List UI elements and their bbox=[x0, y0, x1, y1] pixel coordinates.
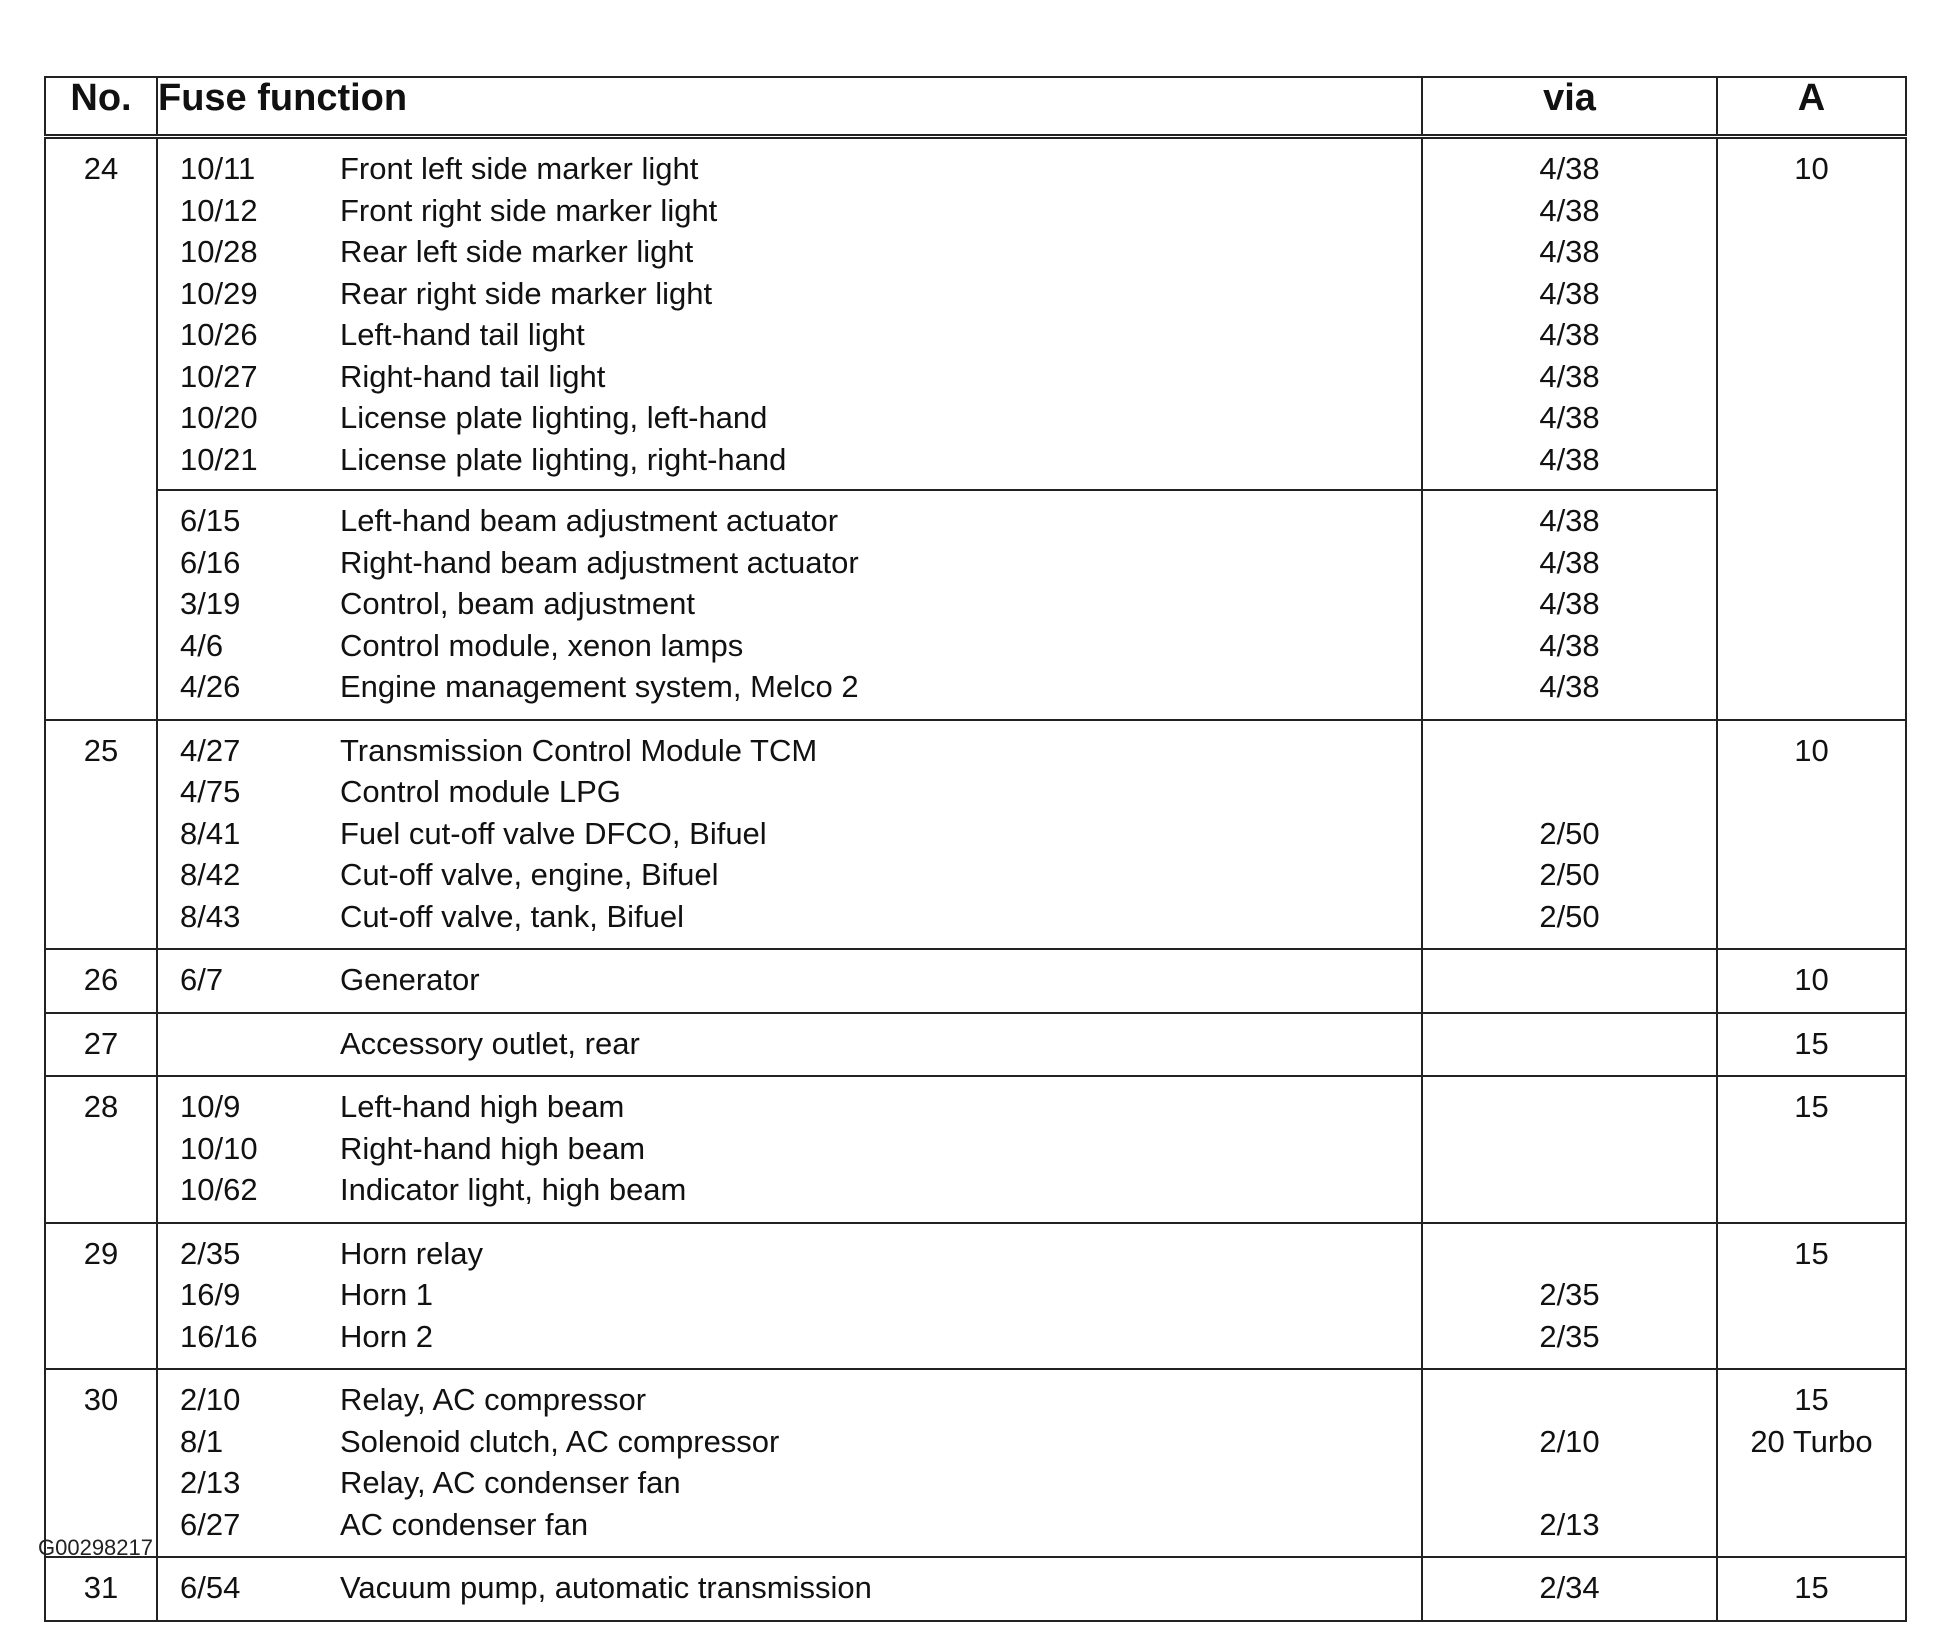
function-item bbox=[180, 1421, 1421, 1463]
fuse-function-cell bbox=[157, 1557, 1422, 1621]
component-code: 4/27 bbox=[180, 732, 241, 768]
fuse-number: 28 bbox=[45, 1076, 157, 1223]
amperage-value: 10 bbox=[1794, 962, 1829, 997]
function-label: Control module, xenon lamps bbox=[340, 627, 744, 663]
via-value: 4/38 bbox=[1539, 400, 1600, 435]
function-label: Rear right side marker light bbox=[340, 275, 713, 311]
component-code: 10/11 bbox=[180, 151, 256, 186]
component-code bbox=[180, 1023, 340, 1065]
via-value bbox=[1423, 1023, 1716, 1065]
via-value: 4/38 bbox=[1539, 192, 1600, 228]
component-code: 3/19 bbox=[180, 586, 241, 621]
component-code: 2/10 bbox=[180, 1382, 241, 1417]
function-item bbox=[180, 397, 1421, 439]
function-item bbox=[180, 273, 1421, 315]
via-value: 4/38 bbox=[1539, 358, 1600, 394]
fuse-function-cell bbox=[157, 1223, 1422, 1370]
fuse-number: 25 bbox=[45, 720, 157, 950]
section-divider bbox=[1423, 489, 1716, 491]
figure-id: G00298217 bbox=[38, 1535, 153, 1560]
component-code: 6/16 bbox=[180, 544, 241, 580]
via-value: 4/38 bbox=[1539, 544, 1600, 580]
function-item bbox=[180, 542, 1421, 584]
function-label: Horn 2 bbox=[340, 1318, 434, 1354]
via-value: 4/38 bbox=[1539, 441, 1600, 477]
function-label: Cut-off valve, tank, Bifuel bbox=[340, 898, 685, 934]
function-item bbox=[180, 959, 1421, 1001]
component-code: 4/26 bbox=[180, 669, 241, 704]
function-label: Right-hand beam adjustment actuator bbox=[340, 544, 859, 580]
function-item bbox=[180, 1128, 1421, 1170]
amperage-cell bbox=[1717, 1013, 1906, 1077]
section-divider bbox=[158, 489, 1421, 491]
function-label: Relay, AC condenser fan bbox=[340, 1465, 681, 1500]
via-value: 2/35 bbox=[1539, 1318, 1600, 1354]
via-value: 4/38 bbox=[1539, 234, 1600, 269]
function-label: Rear left side marker light bbox=[340, 234, 694, 269]
via-value bbox=[1423, 1379, 1716, 1421]
amperage-cell bbox=[1717, 137, 1906, 720]
via-value: 2/34 bbox=[1539, 1570, 1600, 1605]
function-label: License plate lighting, left-hand bbox=[340, 400, 768, 435]
amperage-value: 15 bbox=[1794, 1235, 1829, 1271]
fuse-number: 27 bbox=[45, 1013, 157, 1077]
via-cell bbox=[1422, 1369, 1717, 1557]
via-cell bbox=[1422, 1076, 1717, 1223]
via-value: 2/35 bbox=[1539, 1277, 1600, 1312]
function-item bbox=[180, 625, 1421, 667]
amperage-value: 15 bbox=[1794, 1382, 1829, 1417]
function-label: Front left side marker light bbox=[340, 151, 699, 186]
function-item bbox=[180, 1169, 1421, 1211]
via-value: 4/38 bbox=[1539, 151, 1600, 186]
component-code: 8/41 bbox=[180, 815, 241, 851]
amperage-cell bbox=[1717, 1557, 1906, 1621]
function-item bbox=[180, 439, 1421, 481]
function-item bbox=[180, 813, 1421, 855]
fuse-number: 24 bbox=[45, 137, 157, 720]
component-code: 4/75 bbox=[180, 774, 241, 809]
fuse-group-row bbox=[45, 720, 1906, 950]
amperage-value: 15 bbox=[1794, 1025, 1829, 1061]
function-item bbox=[180, 1504, 1421, 1546]
component-code: 8/43 bbox=[180, 898, 241, 934]
component-code: 16/9 bbox=[180, 1277, 241, 1312]
via-value: 4/38 bbox=[1539, 627, 1600, 663]
via-value bbox=[1423, 730, 1716, 772]
function-item bbox=[180, 1462, 1421, 1504]
fuse-table bbox=[44, 76, 1907, 1622]
via-value bbox=[1423, 1462, 1716, 1504]
fuse-number: 30 bbox=[45, 1369, 157, 1557]
function-label: Cut-off valve, engine, Bifuel bbox=[340, 857, 719, 892]
function-label: Right-hand high beam bbox=[340, 1130, 646, 1166]
function-label: Vacuum pump, automatic transmission bbox=[340, 1570, 872, 1605]
component-code: 10/27 bbox=[180, 358, 258, 394]
amperage-cell bbox=[1717, 1076, 1906, 1223]
function-label: Indicator light, high beam bbox=[340, 1172, 687, 1207]
amperage-value: 20 Turbo bbox=[1750, 1423, 1873, 1459]
fuse-function-cell bbox=[157, 1076, 1422, 1223]
function-item bbox=[180, 666, 1421, 708]
function-label: Relay, AC compressor bbox=[340, 1382, 647, 1417]
function-label: Horn relay bbox=[340, 1235, 483, 1271]
header-row bbox=[45, 77, 1906, 137]
via-value: 2/50 bbox=[1539, 815, 1600, 851]
function-label: Transmission Control Module TCM bbox=[340, 732, 818, 768]
function-label: Generator bbox=[340, 962, 480, 997]
function-item bbox=[180, 1316, 1421, 1358]
function-item bbox=[180, 771, 1421, 813]
component-code: 10/9 bbox=[180, 1089, 241, 1124]
fuse-function-cell bbox=[157, 137, 1422, 720]
header-amperage: A bbox=[1717, 77, 1906, 137]
via-value bbox=[1423, 959, 1716, 1001]
function-label: Left-hand beam adjustment actuator bbox=[340, 503, 839, 538]
component-code: 10/28 bbox=[180, 234, 258, 269]
function-item bbox=[180, 190, 1421, 232]
function-label: Front right side marker light bbox=[340, 192, 718, 228]
fuse-group-row bbox=[45, 1369, 1906, 1557]
component-code: 10/12 bbox=[180, 192, 258, 228]
via-value bbox=[1423, 771, 1716, 813]
fuse-group-row bbox=[45, 949, 1906, 1013]
function-item bbox=[180, 500, 1421, 542]
component-code: 6/27 bbox=[180, 1506, 241, 1542]
fuse-number: 31 bbox=[45, 1557, 157, 1621]
via-value: 4/38 bbox=[1539, 503, 1600, 538]
function-item bbox=[180, 1233, 1421, 1275]
function-label: AC condenser fan bbox=[340, 1506, 589, 1542]
via-cell bbox=[1422, 1557, 1717, 1621]
via-cell bbox=[1422, 1223, 1717, 1370]
amperage-cell bbox=[1717, 720, 1906, 950]
function-item bbox=[180, 1023, 1421, 1065]
component-code: 10/26 bbox=[180, 317, 258, 352]
via-value: 4/38 bbox=[1539, 669, 1600, 704]
function-item bbox=[180, 1274, 1421, 1316]
amperage-value: 10 bbox=[1794, 732, 1829, 768]
via-value bbox=[1423, 1086, 1716, 1128]
via-value: 2/13 bbox=[1539, 1506, 1600, 1542]
component-code: 6/15 bbox=[180, 503, 241, 538]
amperage-value: 15 bbox=[1794, 1089, 1829, 1124]
function-label: Right-hand tail light bbox=[340, 358, 606, 394]
function-item bbox=[180, 231, 1421, 273]
component-code: 10/62 bbox=[180, 1172, 258, 1207]
component-code: 10/29 bbox=[180, 275, 258, 311]
function-item bbox=[180, 583, 1421, 625]
function-item bbox=[180, 356, 1421, 398]
fuse-number: 29 bbox=[45, 1223, 157, 1370]
via-value: 2/10 bbox=[1539, 1423, 1600, 1459]
via-value bbox=[1423, 1128, 1716, 1170]
amperage-cell bbox=[1717, 1369, 1906, 1557]
component-code: 8/1 bbox=[180, 1423, 224, 1459]
function-item bbox=[180, 896, 1421, 938]
fuse-group-row bbox=[45, 1013, 1906, 1077]
component-code: 10/10 bbox=[180, 1130, 258, 1166]
function-label: Control, beam adjustment bbox=[340, 586, 695, 621]
fuse-function-cell bbox=[157, 1369, 1422, 1557]
amperage-cell bbox=[1717, 1223, 1906, 1370]
fuse-group-row bbox=[45, 1076, 1906, 1223]
component-code: 10/21 bbox=[180, 441, 258, 477]
function-label: Horn 1 bbox=[340, 1277, 434, 1312]
fuse-group-row bbox=[45, 1223, 1906, 1370]
via-value: 4/38 bbox=[1539, 317, 1600, 352]
function-item bbox=[180, 314, 1421, 356]
via-cell bbox=[1422, 720, 1717, 950]
fuse-function-cell bbox=[157, 949, 1422, 1013]
fuse-group-row bbox=[45, 1557, 1906, 1621]
function-label: Fuel cut-off valve DFCO, Bifuel bbox=[340, 815, 767, 851]
function-label: Accessory outlet, rear bbox=[340, 1025, 640, 1061]
function-item bbox=[180, 730, 1421, 772]
via-cell bbox=[1422, 1013, 1717, 1077]
function-label: Engine management system, Melco 2 bbox=[340, 669, 859, 704]
component-code: 2/35 bbox=[180, 1235, 241, 1271]
component-code: 16/16 bbox=[180, 1318, 258, 1354]
fuse-number: 26 bbox=[45, 949, 157, 1013]
via-value bbox=[1423, 1233, 1716, 1275]
function-item bbox=[180, 148, 1421, 190]
component-code: 4/6 bbox=[180, 627, 224, 663]
fuse-function-cell bbox=[157, 1013, 1422, 1077]
amperage-cell bbox=[1717, 949, 1906, 1013]
via-value bbox=[1423, 1169, 1716, 1211]
component-code: 8/42 bbox=[180, 857, 241, 892]
amperage-value: 10 bbox=[1794, 151, 1829, 186]
via-cell bbox=[1422, 137, 1717, 720]
via-cell bbox=[1422, 949, 1717, 1013]
via-value: 2/50 bbox=[1539, 898, 1600, 934]
function-label: Solenoid clutch, AC compressor bbox=[340, 1423, 780, 1459]
function-label: Control module LPG bbox=[340, 774, 621, 809]
component-code: 10/20 bbox=[180, 400, 258, 435]
function-label: Left-hand tail light bbox=[340, 317, 585, 352]
via-value: 4/38 bbox=[1539, 586, 1600, 621]
via-value: 2/50 bbox=[1539, 857, 1600, 892]
header-via: via bbox=[1422, 77, 1717, 137]
function-item bbox=[180, 1567, 1421, 1609]
function-item bbox=[180, 854, 1421, 896]
header-fuse-function: Fuse function bbox=[157, 77, 1422, 137]
function-item bbox=[180, 1379, 1421, 1421]
function-item bbox=[180, 1086, 1421, 1128]
amperage-value: 15 bbox=[1794, 1570, 1829, 1605]
component-code: 6/7 bbox=[180, 962, 224, 997]
header-no: No. bbox=[45, 77, 157, 137]
function-label: Left-hand high beam bbox=[340, 1089, 625, 1124]
function-label: License plate lighting, right-hand bbox=[340, 441, 787, 477]
component-code: 2/13 bbox=[180, 1465, 241, 1500]
fuse-function-cell bbox=[157, 720, 1422, 950]
fuse-group-row bbox=[45, 137, 1906, 720]
component-code: 6/54 bbox=[180, 1570, 241, 1605]
via-value: 4/38 bbox=[1539, 275, 1600, 311]
